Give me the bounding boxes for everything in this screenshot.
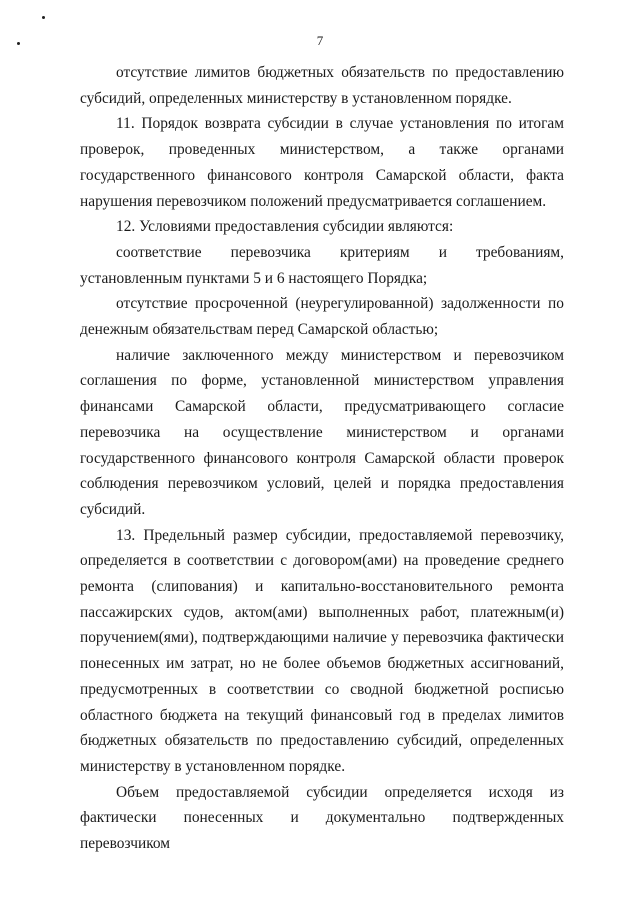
paragraph-condition-criteria: соответствие перевозчика критериям и требованиям, установленным пунктами 5 и 6 настоящего Порядка; [80, 243, 564, 287]
paragraph-item-11: 11. Порядок возврата субсидии в случае установления по итогам проверок, проведенных министерством, а также органами государственного финансового контроля Самарской области, факта нарушения перевозчиком положений предусматривается соглашением. [80, 115, 564, 210]
paragraph-condition-agreement: наличие заключенного между министерством и перевозчиком соглашения по форме, установленной министерством управления финансами Самарской области, предусматривающего согласие перевозчика на осуществление министерством и органами государственного финансового контроля Самарской области проверок соблюдения перевозчиком условий, целей и порядка предоставления субсидий. [80, 346, 564, 518]
paragraph-item-12: 12. Условиями предоставления субсидии являются: [116, 218, 454, 236]
paragraph-condition-debt: отсутствие просроченной (неурегулированной) задолженности по денежным обязательствам перед Самарской областью; [80, 295, 564, 339]
paragraph-subsidy-volume: Объем предоставляемой субсидии определяется исходя из фактически понесенных и документально подтвержденных перевозчиком [80, 783, 564, 853]
document-body [80, 60, 564, 857]
paragraph-item-13: 13. Предельный размер субсидии, предоставляемой перевозчику, определяется в соответствии с договором(ами) на проведение среднего ремонта (слипования) и капитально-восстановительного ремонта пассажирских судов, актом(ами) выполненных работ, платежным(и) поручением(ями), подтверждающими наличие у перевозчика фактически понесенных им затрат, но не более объемов бюджетных ассигнований, предусмотренных в соответствии со сводной бюджетной росписью областного бюджета на текущий финансовый год в пределах лимитов бюджетных обязательств по предоставлению субсидий, определенных министерству в установленном порядке. [80, 526, 564, 775]
paragraph-limits-continuation: отсутствие лимитов бюджетных обязательств по предоставлению субсидий, определенных министерству в установленном порядке. [80, 64, 564, 107]
scan-speck [42, 16, 45, 19]
page-number: 7 [316, 33, 324, 48]
